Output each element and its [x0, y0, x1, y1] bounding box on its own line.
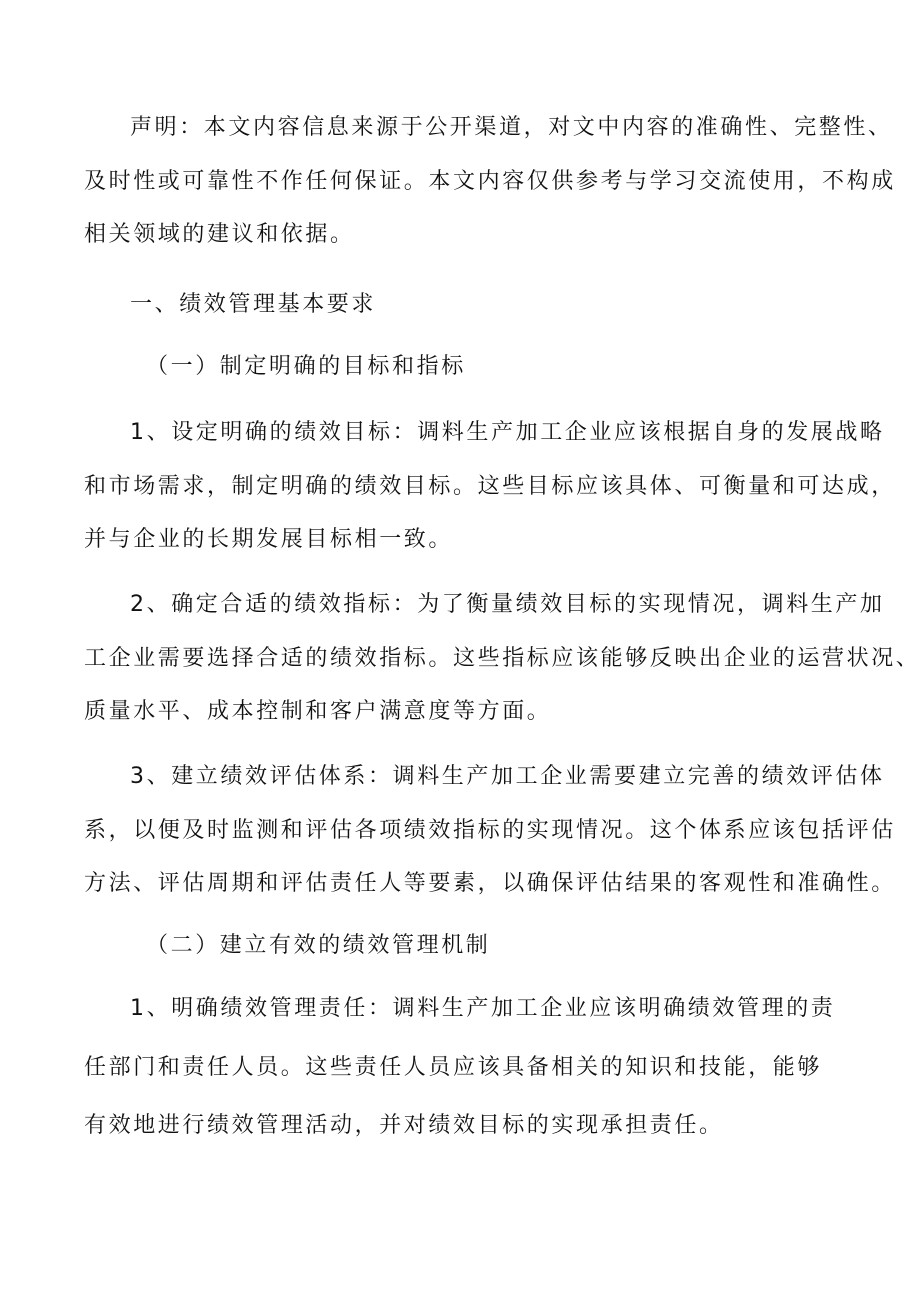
paragraph-3-line-1: 3、建立绩效评估体系：调料生产加工企业需要建立完善的绩效评估体 — [130, 764, 885, 789]
paragraph-3-line-3: 方法、评估周期和评估责任人等要素，以确保评估结果的客观性和准确性。 — [84, 871, 896, 896]
disclaimer-line-1: 声明：本文内容信息来源于公开渠道，对文中内容的准确性、完整性、 — [130, 115, 893, 140]
paragraph-3-line-2: 系，以便及时监测和评估各项绩效指标的实现情况。这个体系应该包括评估 — [84, 818, 896, 843]
subsection-heading-2: （二）建立有效的绩效管理机制 — [146, 933, 491, 958]
paragraph-2-line-2: 工企业需要选择合适的绩效指标。这些指标应该能够反映出企业的运营状况、 — [84, 646, 920, 671]
paragraph-2-line-1: 2、确定合适的绩效指标：为了衡量绩效目标的实现情况，调料生产加 — [130, 592, 885, 617]
paragraph-1-line-2: 和市场需求，制定明确的绩效目标。这些目标应该具体、可衡量和可达成， — [84, 474, 896, 499]
paragraph-4-line-1: 1、明确绩效管理责任：调料生产加工企业应该明确绩效管理的责 — [130, 996, 836, 1021]
section-heading: 一、绩效管理基本要求 — [130, 292, 377, 317]
disclaimer-line-2: 及时性或可靠性不作任何保证。本文内容仅供参考与学习交流使用，不构成 — [84, 169, 896, 194]
paragraph-4-line-2: 任部门和责任人员。这些责任人员应该具备相关的知识和技能，能够 — [84, 1055, 823, 1080]
disclaimer-line-3: 相关领域的建议和依据。 — [84, 222, 355, 247]
paragraph-4-line-3: 有效地进行绩效管理活动，并对绩效目标的实现承担责任。 — [84, 1113, 724, 1138]
subsection-heading-1: （一）制定明确的目标和指标 — [146, 354, 466, 379]
paragraph-1-line-1: 1、设定明确的绩效目标：调料生产加工企业应该根据自身的发展战略 — [130, 420, 885, 445]
paragraph-1-line-3: 并与企业的长期发展目标相一致。 — [84, 527, 454, 552]
paragraph-2-line-3: 质量水平、成本控制和客户满意度等方面。 — [84, 699, 552, 724]
